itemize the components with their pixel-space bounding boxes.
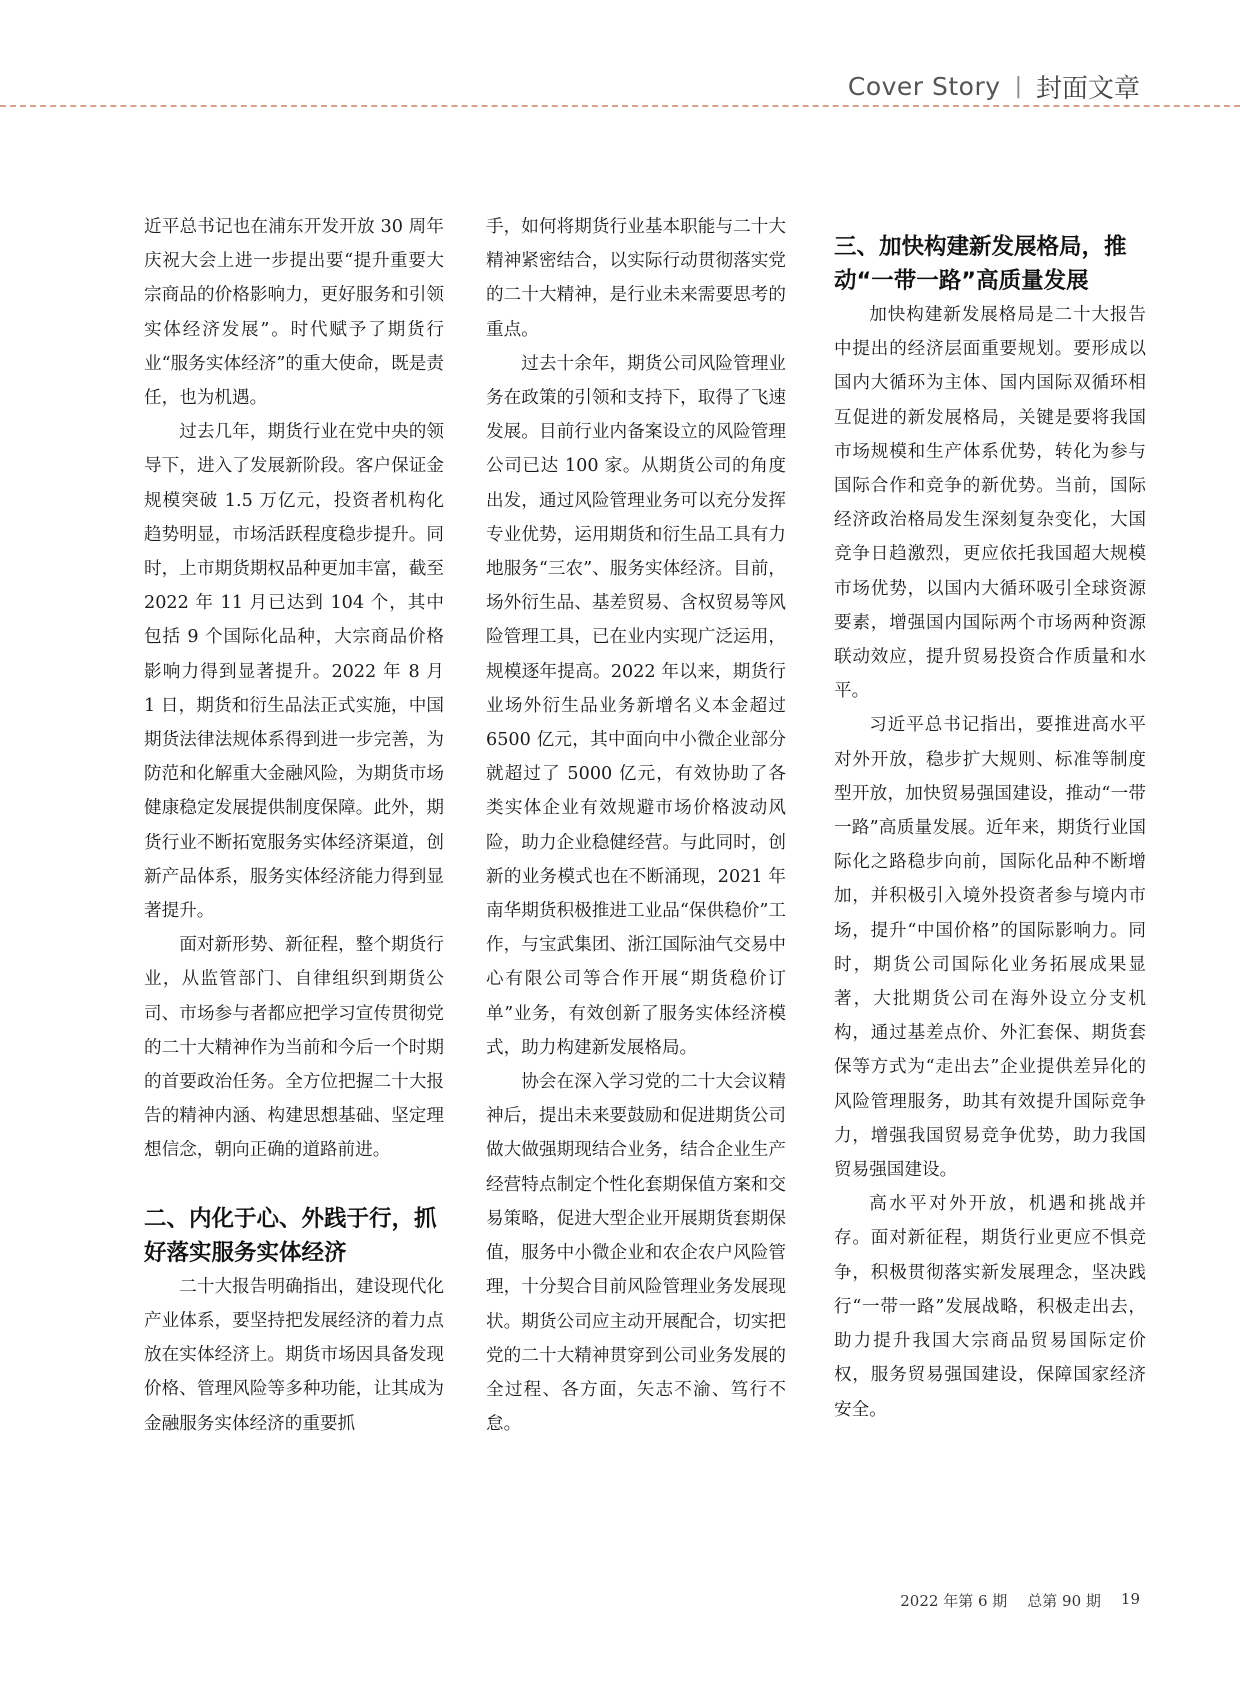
paragraph: 加快构建新发展格局是二十大报告中提出的经济层面重要规划。要形成以国内大循环为主体、国内国际双循环相互促进的新发展格局，关键是要将我国市场规模和生产体系优势，转化为参与国际合作和竞争的新优势。当前，国际经济政治格局发生深刻复杂变化，大国竞争日趋激烈，更应依托我国超大规模市场优势，以国内大循环吸引全球资源要素，增强国内国际两个市场两种资源联动效应，提升贸易投资合作质量和水平。	[834, 305, 1146, 702]
paragraph: 近平总书记也在浦东开发开放 30 周年庆祝大会上进一步提出要“提升重要大宗商品的价格影响力，更好服务和引领实体经济发展”。时代赋予了期货行业“服务实体经济”的重大使命，既是责任，也为机遇。	[144, 217, 444, 409]
paragraph: 面对新形势、新征程，整个期货行业，从监管部门、自律组织到期货公司、市场参与者都应把学习宣传贯彻党的二十大精神作为当前和今后一个时期的首要政治任务。全方位把握二十大报告的精神内涵、构建思想基础、坚定理想信念，朝向正确的道路前进。	[144, 935, 444, 1161]
section-title-en: Cover Story	[847, 72, 1001, 101]
paragraph: 过去几年，期货行业在党中央的领导下，进入了发展新阶段。客户保证金规模突破 1.5 万亿元，投资者机构化趋势明显，市场活跃程度稳步提升。同时，上市期货期权品种更加丰富，截至 2022 年 11 月已达到 104 个，其中包括 9 个国际化品种，大宗商品价格影响力得到显著提升。2022 年 8 月 1 日，期货和衍生品法正式实施，中国期货法律法规体系得到进一步完善，为防范和化解重大金融风险，为期货市场健康稳定发展提供制度保障。此外，期货行业不断拓宽服务实体经济渠道，创新产品体系，服务实体经济能力得到显著提升。	[144, 422, 444, 922]
paragraph: 手，如何将期货行业基本职能与二十大精神紧密结合，以实际行动贯彻落实党的二十大精神，是行业未来需要思考的重点。	[486, 217, 786, 340]
section-header	[848, 68, 1140, 105]
total-issue-number: 总第 90 期	[1027, 1592, 1101, 1610]
section-title-cn: 封面文章	[1035, 74, 1140, 104]
section-heading-2: 二、内化于心、外践于行，抓好落实服务实体经济	[144, 1205, 437, 1266]
page-footer	[900, 1590, 1140, 1611]
section-heading-3: 三、加快构建新发展格局，推动“一带一路”高质量发展	[834, 234, 1127, 294]
paragraph: 二十大报告明确指出，建设现代化产业体系，要坚持把发展经济的着力点放在实体经济上。期货市场因具备发现价格、管理风险等多种功能，让其成为金融服务实体经济的重要抓	[144, 1276, 444, 1434]
paragraph: 协会在深入学习党的二十大会议精神后，提出未来要鼓励和促进期货公司做大做强期现结合业务，结合企业生产经营特点制定个性化套期保值方案和交易策略，促进大型企业开展期货套期保值，服务中小微企业和农企农户风险管理，十分契合目前风险管理业务发展现状。期货公司应主动开展配合，切实把党的二十大精神贯穿到公司业务发展的全过程、各方面，矢志不渝、笃行不怠。	[486, 1072, 786, 1435]
page-header	[0, 0, 1240, 110]
paragraph: 习近平总书记指出，要推进高水平对外开放，稳步扩大规则、标准等制度型开放，加快贸易强国建设，推动“一带一路”高质量发展。近年来，期货行业国际化之路稳步向前，国际化品种不断增加，并积极引入境外投资者参与境内市场，提升“中国价格”的国际影响力。同时，期货公司国际化业务拓展成果显著，大批期货公司在海外设立分支机构，通过基差点价、外汇套保、期货套保等方式为“走出去”企业提供差异化的风险管理服务，助其有效提升国际竞争力，增强我国贸易竞争优势，助力我国贸易强国建设。	[834, 715, 1146, 1181]
column-2	[486, 210, 786, 1441]
header-dashed-rule	[0, 105, 1240, 107]
paragraph: 过去十余年，期货公司风险管理业务在政策的引领和支持下，取得了飞速发展。目前行业内备案设立的风险管理公司已达 100 家。从期货公司的角度出发，通过风险管理业务可以充分发挥专业优势，运用期货和衍生品工具有力地服务“三农”、服务实体经济。目前，场外衍生品、基差贸易、含权贸易等风险管理工具，已在业内实现广泛运用，规模逐年提高。2022 年以来，期货行业场外衍生品业务新增名义本金超过 6500 亿元，其中面向中小微企业部分就超过了 5000 亿元，有效协助了各类实体企业有效规避市场价格波动风险，助力企业稳健经营。与此同时，创新的业务模式也在不断涌现，2021 年南华期货积极推进工业品“保供稳价”工作，与宝武集团、浙江国际油气交易中心有限公司等合作开展“期货稳价订单”业务，有效创新了服务实体经济模式，助力构建新发展格局。	[486, 353, 786, 1058]
header-separator: |	[1014, 74, 1022, 99]
paragraph: 高水平对外开放，机遇和挑战并存。面对新征程，期货行业更应不惧竞争，积极贯彻落实新发展理念，坚决践行“一带一路”发展战略，积极走出去，助力提升我国大宗商品贸易国际定价权，服务贸易强国建设，保障国家经济安全。	[834, 1194, 1146, 1420]
issue-number: 2022 年第 6 期	[900, 1592, 1008, 1610]
page-number: 19	[1120, 1590, 1140, 1608]
column-3	[834, 210, 1146, 1427]
column-1	[144, 210, 444, 1441]
